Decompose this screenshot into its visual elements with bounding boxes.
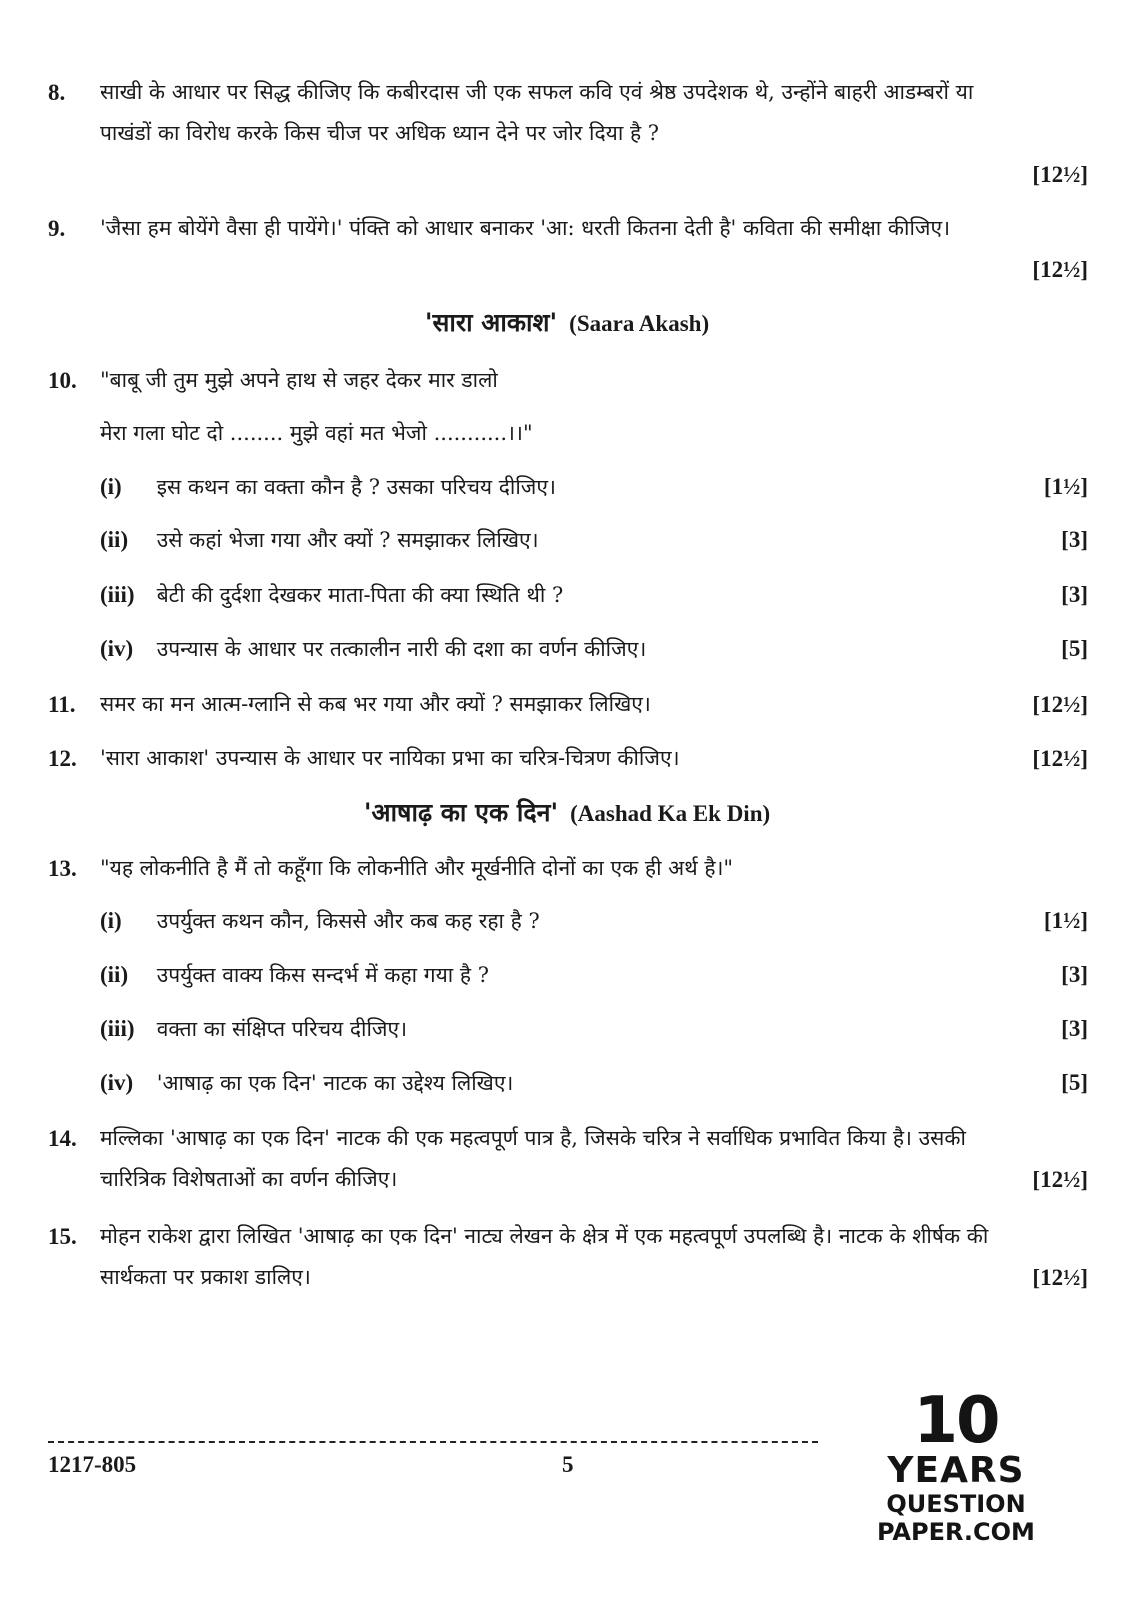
section-title-hindi: 'आषाढ़ का एक दिन' [363,798,559,827]
sub-question-text: इस कथन का वक्ता कौन है ? उसका परिचय दीजिए। [156,475,556,499]
quote-line-1: "यह लोकनीति है मैं तो कहूँगा कि लोकनीति और मूर्खनीति दोनों का एक ही अर्थ है।" [100,856,734,880]
sub-question [100,1068,1088,1098]
sub-question [100,960,1088,990]
marks: [12½] [1032,162,1088,187]
question-14 [48,1118,1088,1200]
quote-line-2: मेरा गला घोट दो ........ मुझे वहां मत भेजो ...........।।" [100,421,533,445]
sub-question-label: (iv) [100,636,134,661]
sub-question [100,580,1088,610]
question-text: मल्लिका 'आषाढ़ का एक दिन' नाटक की एक महत्वपूर्ण पात्र है, जिसके चरित्र ने सर्वाधिक प्रभावित किया है। उसकी चारित्रिक विशेषताओं का वर्णन कीजिए। [100,1126,966,1191]
sub-question [100,525,1088,555]
marks: [1½] [1043,908,1088,933]
question-13 [48,848,1088,889]
question-number: 10. [48,368,77,393]
sub-question-text: 'आषाढ़ का एक दिन' नाटक का उद्देश्य लिखिए। [156,1071,514,1095]
sub-question-label: (iii) [100,582,135,607]
section-title-english: (Saara Akash) [569,311,710,336]
sub-question-text: वक्ता का संक्षिप्त परिचय दीजिए। [156,1017,408,1041]
question-15 [48,1216,1088,1298]
question-text: साखी के आधार पर सिद्ध कीजिए कि कबीरदास जी एक सफल कवि एवं श्रेष्ठ उपदेशक थे, उन्होंने बाहरी आडम्बरों या पाखंडों का विरोध करके किस चीज पर अधिक ध्यान देने पर जोर दिया है ? [100,80,974,145]
marks: [3] [1061,962,1088,987]
sub-question-label: (iii) [100,1016,135,1041]
section-heading-saara-akash [0,306,1134,341]
marks: [3] [1061,1016,1088,1041]
sub-question-text: उपन्यास के आधार पर तत्कालीन नारी की दशा का वर्णन कीजिए। [156,637,647,661]
question-number: 14. [48,1126,77,1151]
sub-question-text: बेटी की दुर्दशा देखकर माता-पिता की क्या स्थिति थी ? [156,583,564,607]
logo-years: YEARS [887,1450,1025,1491]
question-number: 13. [48,856,77,881]
question-number: 9. [48,216,66,241]
marks: [12½] [1032,1167,1088,1192]
section-title-hindi: 'सारा आकाश' [424,308,558,337]
sub-question-label: (i) [100,474,122,499]
sub-question-label: (iv) [100,1070,134,1095]
marks: [3] [1061,582,1088,607]
question-text: समर का मन आत्म-ग्लानि से कब भर गया और क्यों ? समझाकर लिखिए। [100,692,651,716]
footer-dashed-rule [48,1441,818,1443]
marks: [12½] [1032,746,1088,771]
question-8 [48,72,1088,187]
sub-question-label: (ii) [100,962,129,987]
marks: [3] [1061,527,1088,552]
quote-line-1: "बाबू जी तुम मुझे अपने हाथ से जहर देकर मार डालो [100,368,498,392]
sub-question-text: उपर्युक्त कथन कौन, किससे और कब कह रहा है ? [156,909,540,933]
paper-code: 1217-805 [48,1452,137,1477]
section-title-english: (Aashad Ka Ek Din) [570,801,771,826]
question-number: 11. [48,692,76,717]
sub-question [100,472,1088,502]
marks: [12½] [1032,692,1088,717]
sub-question-label: (ii) [100,527,129,552]
question-number: 12. [48,746,77,771]
question-10 [48,360,1088,401]
logo-site: QUESTION PAPER.COM [877,1490,1035,1546]
question-text: 'जैसा हम बोयेंगे वैसा ही पायेंगे।' पंक्ति को आधार बनाकर 'आ: धरती कितना देती है' कविता की समीक्षा कीजिए। [100,216,951,240]
question-9 [48,208,1088,282]
watermark-logo [826,1384,1086,1546]
question-text: मोहन राकेश द्वारा लिखित 'आषाढ़ का एक दिन' नाट्य लेखन के क्षेत्र में एक महत्वपूर्ण उपलब्धि है। नाटक के शीर्षक की सार्थकता पर प्रकाश डालिए। [100,1224,989,1289]
question-number: 15. [48,1224,77,1249]
question-text: 'सारा आकाश' उपन्यास के आधार पर नायिका प्रभा का चरित्र-चित्रण कीजिए। [100,746,680,770]
sub-question-text: उपर्युक्त वाक्य किस सन्दर्भ में कहा गया है ? [156,963,489,987]
sub-question-text: उसे कहां भेजा गया और क्यों ? समझाकर लिखिए। [156,528,539,552]
sub-question [100,1014,1088,1044]
marks: [12½] [1032,257,1088,282]
question-number: 8. [48,80,66,105]
page-number: 5 [562,1452,574,1477]
marks: [1½] [1043,474,1088,499]
sub-question [100,906,1088,936]
section-heading-aashad-ka-ek-din [0,796,1134,831]
sub-question-label: (i) [100,908,122,933]
marks: [5] [1061,636,1088,661]
question-11 [48,684,1088,725]
marks: [12½] [1032,1265,1088,1290]
question-12 [48,738,1088,779]
sub-question [100,634,1088,664]
marks: [5] [1061,1070,1088,1095]
logo-number: 10 [913,1384,999,1458]
